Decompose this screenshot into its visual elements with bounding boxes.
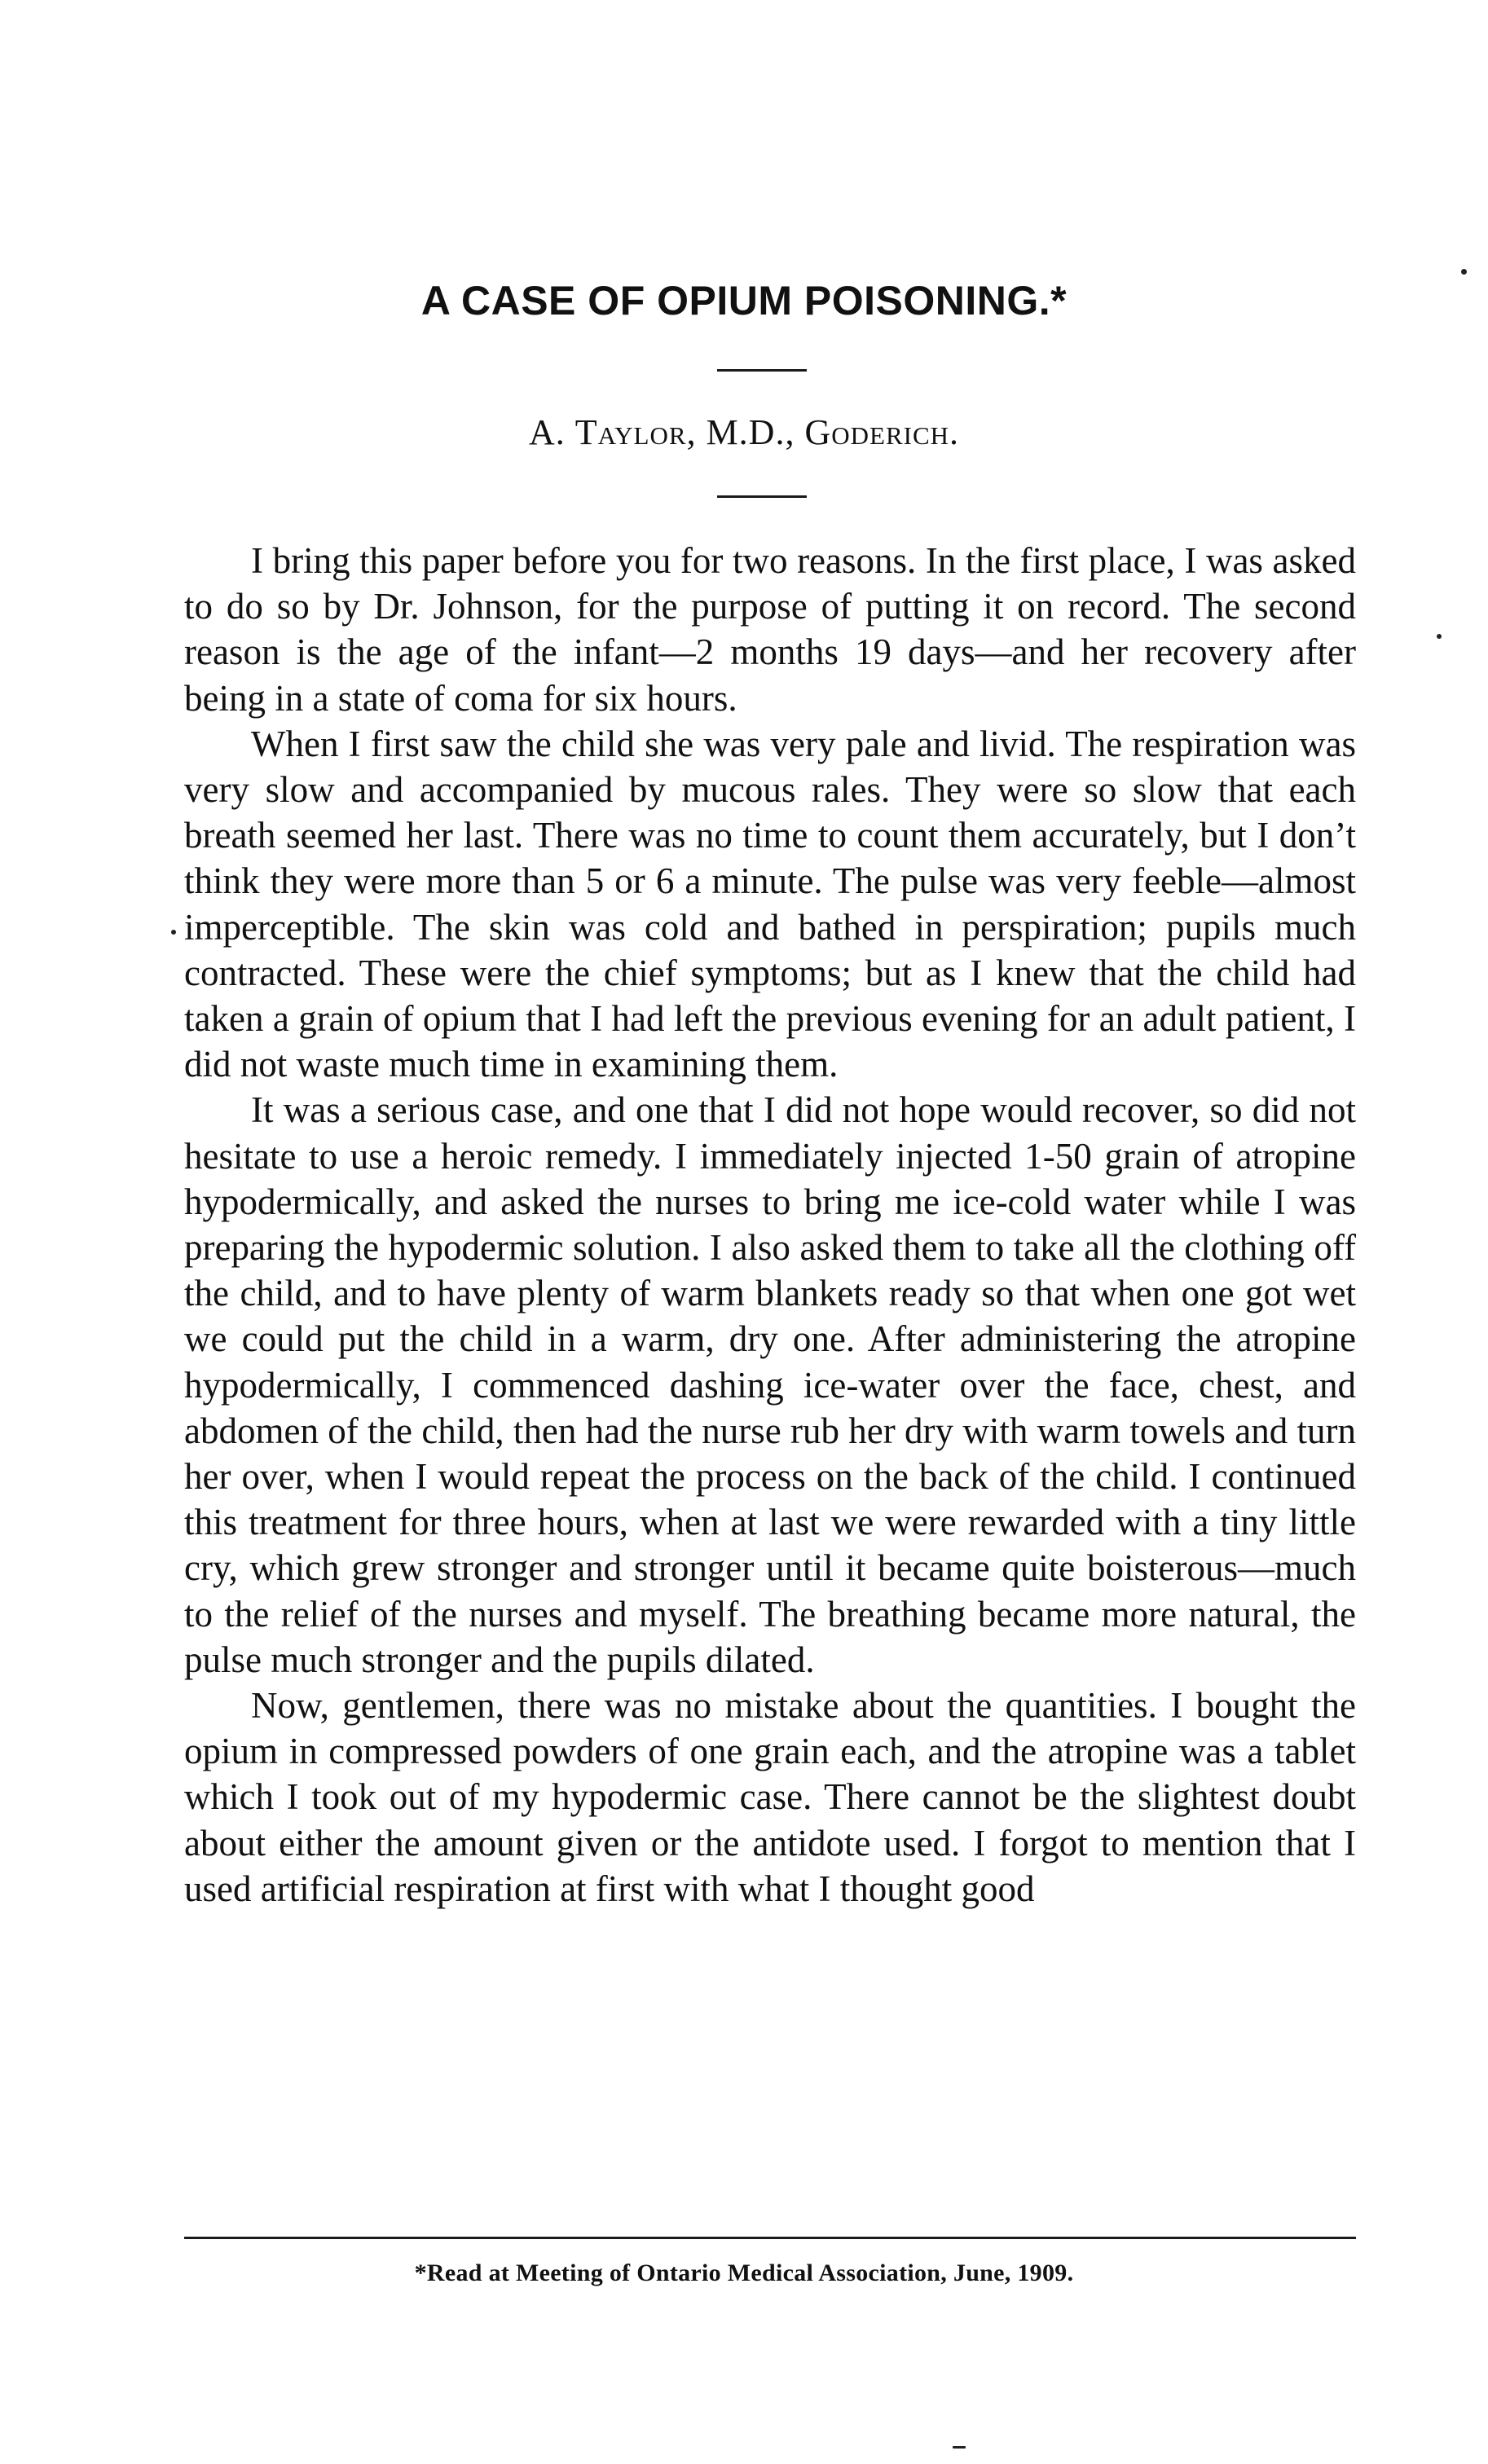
paragraph: I bring this paper before you for two reasons. In the first place, I was asked to do so by Dr. Johnson, for the purpose of putting it on record. The second reason is the age of the infant—2 months 19 days—and her recovery after being in a state of coma for six hours. xyxy=(184,540,1356,719)
author-divider xyxy=(717,495,807,498)
scan-speck xyxy=(171,930,176,935)
author-place: Goderich. xyxy=(804,412,960,452)
scan-speck xyxy=(953,2446,966,2449)
author-line xyxy=(0,411,1488,453)
footnote-divider xyxy=(184,2237,1356,2239)
footnote: *Read at Meeting of Ontario Medical Association, June, 1909. xyxy=(414,2259,1074,2286)
scan-speck xyxy=(1437,634,1442,639)
paragraph: It was a serious case, and one that I did not hope would recover, so did not hesitate to use a heroic remedy. I immediately injected 1-50 grain of atropine hypodermically, and asked the nurses to bring me ice-cold water while I was preparing the hypodermic solution. I also asked them to take all the clothing off the child, and to have plenty of warm blankets ready so that when one got wet we could put the child in a warm, dry one. After administering the atropine hypodermically, I commenced dashing ice-water over the face, chest, and abdomen of the child, then had the nurse rub her dry with warm towels and turn her over, when I would repeat the process on the back of the child. I continued this treatment for three hours, when at last we were rewarded with a tiny little cry, which grew stronger and stronger until it became quite boisterous—much to the relief of the nurses and myself. The breathing became more natural, the pulse much stronger and the pupils dilated. xyxy=(184,1089,1356,1680)
author-surname: Taylor xyxy=(575,412,687,452)
scan-speck xyxy=(1461,269,1467,275)
article-title: A CASE OF OPIUM POISONING.* xyxy=(420,278,1068,323)
title-divider xyxy=(717,369,807,372)
author-initial: A. xyxy=(528,412,575,452)
paragraph: Now, gentlemen, there was no mistake about the quantities. I bought the opium in compressed powders of one grain each, and the atropine was a tablet which I took out of my hypodermic case. There cannot be the slightest doubt about either the amount given or the antidote used. I forgot to mention that I used artificial respiration at first with what I thought good xyxy=(184,1685,1356,1909)
paragraph: When I first saw the child she was very pale and livid. The respiration was very slow and accompanied by mucous rales. They were so slow that each breath seemed her last. There was no time to count them accurately, but I don’t think they were more than 5 or 6 a minute. The pulse was very feeble—almost imperceptible. The skin was cold and bathed in perspiration; pupils much contracted. These were the chief symptoms; but as I knew that the child had taken a grain of opium that I had left the previous evening for an adult patient, I did not waste much time in examining them. xyxy=(184,723,1356,1085)
article-body xyxy=(184,538,1356,1912)
author-degree: , M.D., xyxy=(686,412,805,452)
